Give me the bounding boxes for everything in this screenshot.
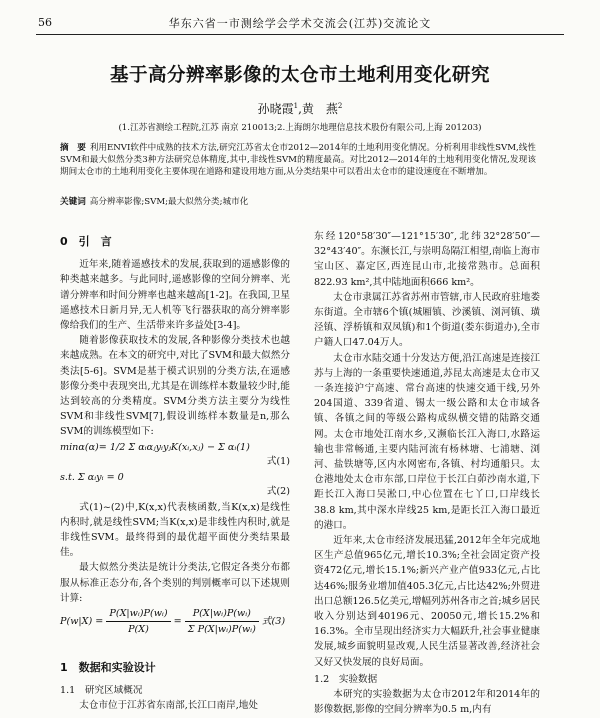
paper-title: 基于高分辨率影像的太仓市土地利用变化研究 xyxy=(109,65,490,86)
keywords-label: 关键词 xyxy=(60,197,86,207)
author-affiliation-mark: 1 xyxy=(293,102,299,110)
equation-3 xyxy=(60,606,290,658)
keywords xyxy=(60,196,536,208)
fraction xyxy=(106,606,170,637)
paragraph: 本研究的实验数据为太仓市2012年和2014年的影像数据,影像的空间分辨率为0.5 m,内有 xyxy=(314,689,540,716)
fraction-numerator: P(X|wᵢ)P(wᵢ) xyxy=(106,606,170,622)
keywords-text: 高分辨率影像;SVM;最大似然分类;城市化 xyxy=(89,197,249,207)
page-number: 56 xyxy=(38,16,52,29)
equation-label: 式(1) xyxy=(266,456,290,468)
equation-2 xyxy=(60,470,290,500)
paragraph: 太仓市位于江苏省东南部,长江口南岸,地处 xyxy=(79,700,258,712)
paragraph: 式(1)~(2)中,K(x,x)代表核函数,当K(x,x)是线性内积时,就是线性SVM;当K(x,x)是非线性内积时,就是非线性SVM。最终得到的最优超平面使分类结果最佳。 xyxy=(60,501,290,559)
fraction-denominator: P(X) xyxy=(128,624,149,636)
abstract xyxy=(60,142,536,178)
equation-lhs: P(w|X) = xyxy=(60,616,104,628)
section-heading: 0 引 言 xyxy=(60,235,112,248)
equals-sign: = xyxy=(173,616,182,628)
author-affiliation-mark: 2 xyxy=(337,102,343,110)
paragraph: 最大似然分类法是统计分类法,它假定各类分布都服从标准正态分布,各个类别的判别概率可以下述规则计算: xyxy=(60,562,290,604)
left-column xyxy=(60,232,290,714)
abstract-label: 摘 要 xyxy=(60,143,86,153)
subsection-heading: 1.1 研究区域概况 xyxy=(60,685,143,697)
author-name: 黄 燕 xyxy=(301,102,338,116)
subsection-heading: 1.2 实验数据 xyxy=(314,673,378,685)
author-name: 孙晓霞 xyxy=(257,102,294,116)
equation-label: 式(3) xyxy=(261,616,286,628)
paragraph: 太仓市水陆交通十分发达方便,沿江高速是连接江苏与上海的一条重要快速通道,苏昆太高速是太仓市又一条连接沪宁高速、常台高速的快速交通干线,另外204国道、339省道、锡太一级公路和太仓市域各镇、各镇之间的等级公路构成纵横交错的陆路交通网。太仓市地处江南水乡,又濒临长江入海口,水路运输也非常畅通,主要内陆河流有杨林塘、七浦塘、浏河、盐铁塘等,区内水网密布,各镇、村均通船只。太仓港地处太仓市东部,口岸位于长江白茆沙南水道,下距长江入海口吴淞口,中心位置在七丫口,口岸线长38.8 km,其中深水岸线25 km,是距长江入海口最近的港口。 xyxy=(314,352,540,531)
equation-body: minα(α)= 1/2 Σ αᵢαⱼyᵢyⱼK(xᵢ,xⱼ) − Σ αᵢ(1) xyxy=(60,441,250,453)
paragraph: 太仓市隶属江苏省苏州市管辖,市人民政府驻地娄东街道。全市辖6个镇(城厢镇、沙溪镇、浏河镇、璜泾镇、浮桥镇和双凤镇)和1个街道(娄东街道办),全市户籍人口47.04万人。 xyxy=(314,291,540,349)
section-heading: 1 数据和实验设计 xyxy=(60,661,156,675)
running-header xyxy=(36,14,564,35)
journal-title: 华东六省一市测绘学会学术交流会(江苏)交流论文 xyxy=(168,17,432,30)
paragraph: 近年来,随着遥感技术的发展,获取到的遥感影像的种类越来越多。与此同时,遥感影像的空间分辨率、光谱分辨率和时间分辨率也越来越高[1-2]。在我国,卫星遥感技术日新月异,无人机等飞行器获取的高分辨率影像给我们的生产、生活带来许多益处[3-4]。 xyxy=(60,259,290,332)
fraction-numerator: P(X|wᵢ)P(wᵢ) xyxy=(185,606,259,622)
author-line: 孙晓霞$^1$,黄 燕$^2$ xyxy=(257,102,343,116)
fraction xyxy=(185,606,259,637)
right-column xyxy=(314,229,540,718)
equation-body: s.t. Σ αᵢyᵢ = 0 xyxy=(60,471,124,483)
paragraph: 东经120°58′30″—121°15′30″,北纬32°28′50″—32°43′40″。东濒长江,与崇明岛隔江相望,南临上海市宝山区、嘉定区,西连昆山市,北接常熟市。总面积822.93 km²,其中陆地面积666 km²。 xyxy=(314,231,540,288)
abstract-text: 利用ENVI软件中成熟的技术方法,研究江苏省太仓市2012—2014年的土地利用变化情况。分析利用非线性SVM,线性SVM和最大似然分类3种方法研究总体精度,其中,非线性SVM的精度最高。对比2012—2014年的土地利用变化情况,发现该期间太仓市的土地利用变化主要体现在道路和建设用地方面,从分类结果中可以看出太仓市的建设速度在不断增加。 xyxy=(60,143,536,177)
equation-label: 式(2) xyxy=(266,486,290,498)
paragraph: 近年来,太仓市经济发展迅猛,2012年全年完成地区生产总值965亿元,增长10.3%;全社会固定资产投资472亿元,增长15.1%;新兴产业产值933亿元,占比达46%;服务业增加值405.3亿元,占比达42%;外贸进出口总额126.5亿美元,增幅列苏州各市之首;城乡居民收入分别达到40196元、20050元,增长15.2%和16.3%。全市呈现出经济实力大幅跃升,社会事业健康发展,城乡面貌明显改观,人民生活显著改善,经济社会又好又快发展的良好局面。 xyxy=(314,535,540,668)
paragraph: 随着影像获取技术的发展,各种影像分类技术也越来越成熟。在本文的研究中,对比了SVM和最大似然分类法[5-6]。SVM是基于模式识别的分类方法,在遥感影像分类中表现突出,尤其是在训练样本数量较少时,能达到较高的分类精度。SVM分类方法主要分为线性SVM和非线性SVM[7],假设训练样本数量是n,那么SVM的训练模型如下: xyxy=(60,335,290,438)
affiliation: (1.江苏省测绘工程院,江苏 南京 210013;2.上海朗尔地理信息技术股份有限公司,上海 201203) xyxy=(118,123,482,133)
equation-1 xyxy=(60,440,290,470)
fraction-denominator: Σ P(X|wᵢ)P(wᵢ) xyxy=(187,624,256,636)
